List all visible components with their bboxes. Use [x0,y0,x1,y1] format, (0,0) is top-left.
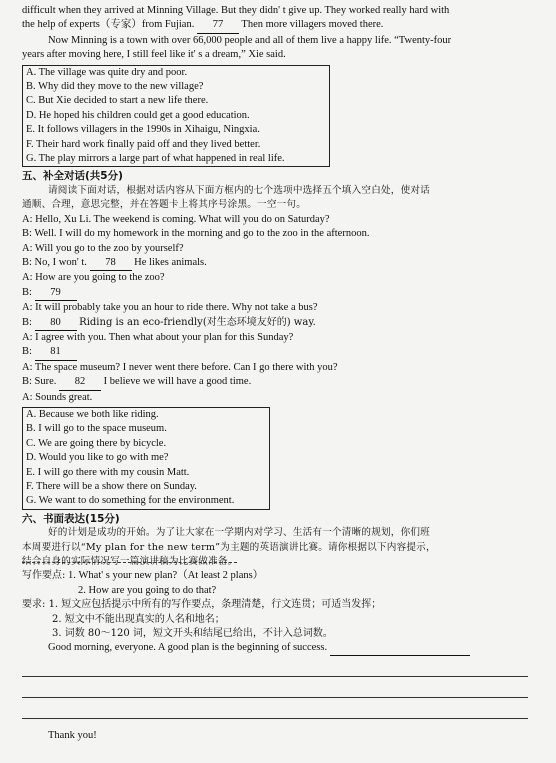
dialogue-line [22,286,534,301]
point-item: 2. How are you going to do that? [78,584,217,596]
section-instructions-text: 结合自身的实际情况写一篇演讲稿为比赛做准备。 [22,555,237,569]
dialogue-text: B: [22,286,32,298]
section-writing [22,512,534,743]
point-item: 1. What' s your new plan?（At least 2 plans） [68,570,264,582]
essay-closing: Thank you! [48,729,97,741]
section-title: 六、书面表达(15分) [22,512,120,525]
options-box-1 [22,65,330,168]
answer-blank-79: 79 [35,286,77,301]
section-instructions: 通顺、合理，意思完整，并在答题卡上将其序号涂黑。一空一句。 [22,199,307,211]
essay-opening: Good morning, everyone. A good plan is the beginning of success. [48,642,328,654]
option-item: A. The village was quite dry and poor. [26,66,188,78]
section-dialogue [22,169,534,405]
answer-blank-82: 82 [59,375,101,390]
section-instructions: 本周要进行以“My plan for the new term”为主题的英语演讲比赛。请你根据以下内容提示， [22,541,436,553]
passage-line [22,18,534,33]
option-item: F. Their hard work finally paid off and they lived better. [26,138,261,150]
option-item: C. We are going there by bicycle. [26,437,167,449]
options-box-2 [22,407,270,510]
dialogue-line [22,256,534,271]
writing-line[interactable] [330,643,470,656]
answer-blank-78: 78 [90,256,132,271]
dialogue-line: B: Well. I will do my homework in the morning and go to the zoo in the afternoon. [22,228,370,240]
option-item: D. Would you like to go with me? [26,452,169,464]
section-instructions: 好的计划是成功的开始。为了让大家在一学期内对学习、生活有一个清晰的规划，你们班 [48,527,430,539]
reading-passage [22,4,534,63]
dialogue-line [22,345,534,360]
passage-line: years after moving here, I still feel like it' s a dream,” Xie said. [22,49,286,61]
requirement-item: 3. 词数 80～120 词，短文开头和结尾已给出，不计入总词数。 [52,628,333,640]
requirements [22,598,534,612]
essay-opening-line [22,641,534,655]
answer-blank-77: 77 [197,18,239,33]
option-item: E. I will go there with my cousin Matt. [26,466,190,478]
option-item: F. There will be a show there on Sunday. [26,481,197,492]
option-item: C. But Xie decided to start a new life there. [26,95,209,107]
dialogue-line: A: I agree with you. Then what about your plan for this Sunday? [22,331,294,343]
passage-text: the help of experts（专家）from Fujian. [22,19,195,31]
dialogue-line: A: It will probably take you an hour to ride there. Why not take a bus? [22,302,318,314]
dialogue-text: B: Sure. [22,376,57,388]
points-label: 写作要点: [22,570,66,582]
dialogue-line [22,375,534,390]
option-item: B. I will go to the space museum. [26,423,167,435]
writing-line[interactable] [22,683,528,698]
dialogue-line: A: Will you go to the zoo by yourself? [22,242,184,254]
option-item: G. The play mirrors a large part of what happened in real life. [26,153,285,165]
section-title: 五、补全对话(共5分) [22,170,123,183]
requirement-item: 2. 短文中不能出现真实的人名和地名； [52,613,225,625]
option-item: E. It follows villagers in the 1990s in Xihaigu, Ningxia. [26,124,260,136]
dialogue-text: B: [22,346,32,358]
section-instructions [22,555,534,569]
dialogue-text: B: No, I won' t. [22,256,87,268]
dialogue-line: A: Sounds great. [22,391,93,403]
option-item: G. We want to do something for the environment. [26,495,235,507]
dialogue-line [22,316,534,331]
option-item: A. Because we both like riding. [26,408,159,420]
passage-line: difficult when they arrived at Minning Village. But they didn' t give up. They worked really hard with [22,5,450,16]
dialogue-text: He likes animals. [134,256,207,268]
dialogue-text: I believe we will have a good time. [103,376,252,388]
answer-blank-80: 80 [35,316,77,331]
writing-line[interactable] [22,704,528,719]
dialogue-line: A: Hello, Xu Li. The weekend is coming. What will you do on Saturday? [22,213,330,225]
passage-text: Then more villagers moved there. [241,19,384,31]
writing-line[interactable] [22,662,528,677]
option-item: D. He hoped his children could get a good education. [26,109,250,121]
dialogue-line: A: How are you going to the zoo? [22,272,165,284]
section-instructions: 请阅读下面对话，根据对话内容从下面方框内的七个选项中选择五个填入空白处，使对话 [48,184,430,196]
requirement-item: 1. 短文应包括提示中所有的写作要点，条理清楚，行文连贯；可适当发挥； [48,599,382,611]
writing-points [22,569,534,583]
dialogue-text: B: [22,316,32,328]
option-item: B. Why did they move to the new village? [26,81,204,93]
dialogue-line: A: The space museum? I never went there before. Can I go there with you? [22,361,338,373]
passage-line: Now Minning is a town with over 66,000 people and all of them live a happy life. “Twenty-four [48,34,452,46]
dialogue-text: Riding is an eco-friendly(对生态环境友好的) way. [79,316,316,328]
answer-blank-81: 81 [35,345,77,360]
requirements-label: 要求: [22,599,46,611]
